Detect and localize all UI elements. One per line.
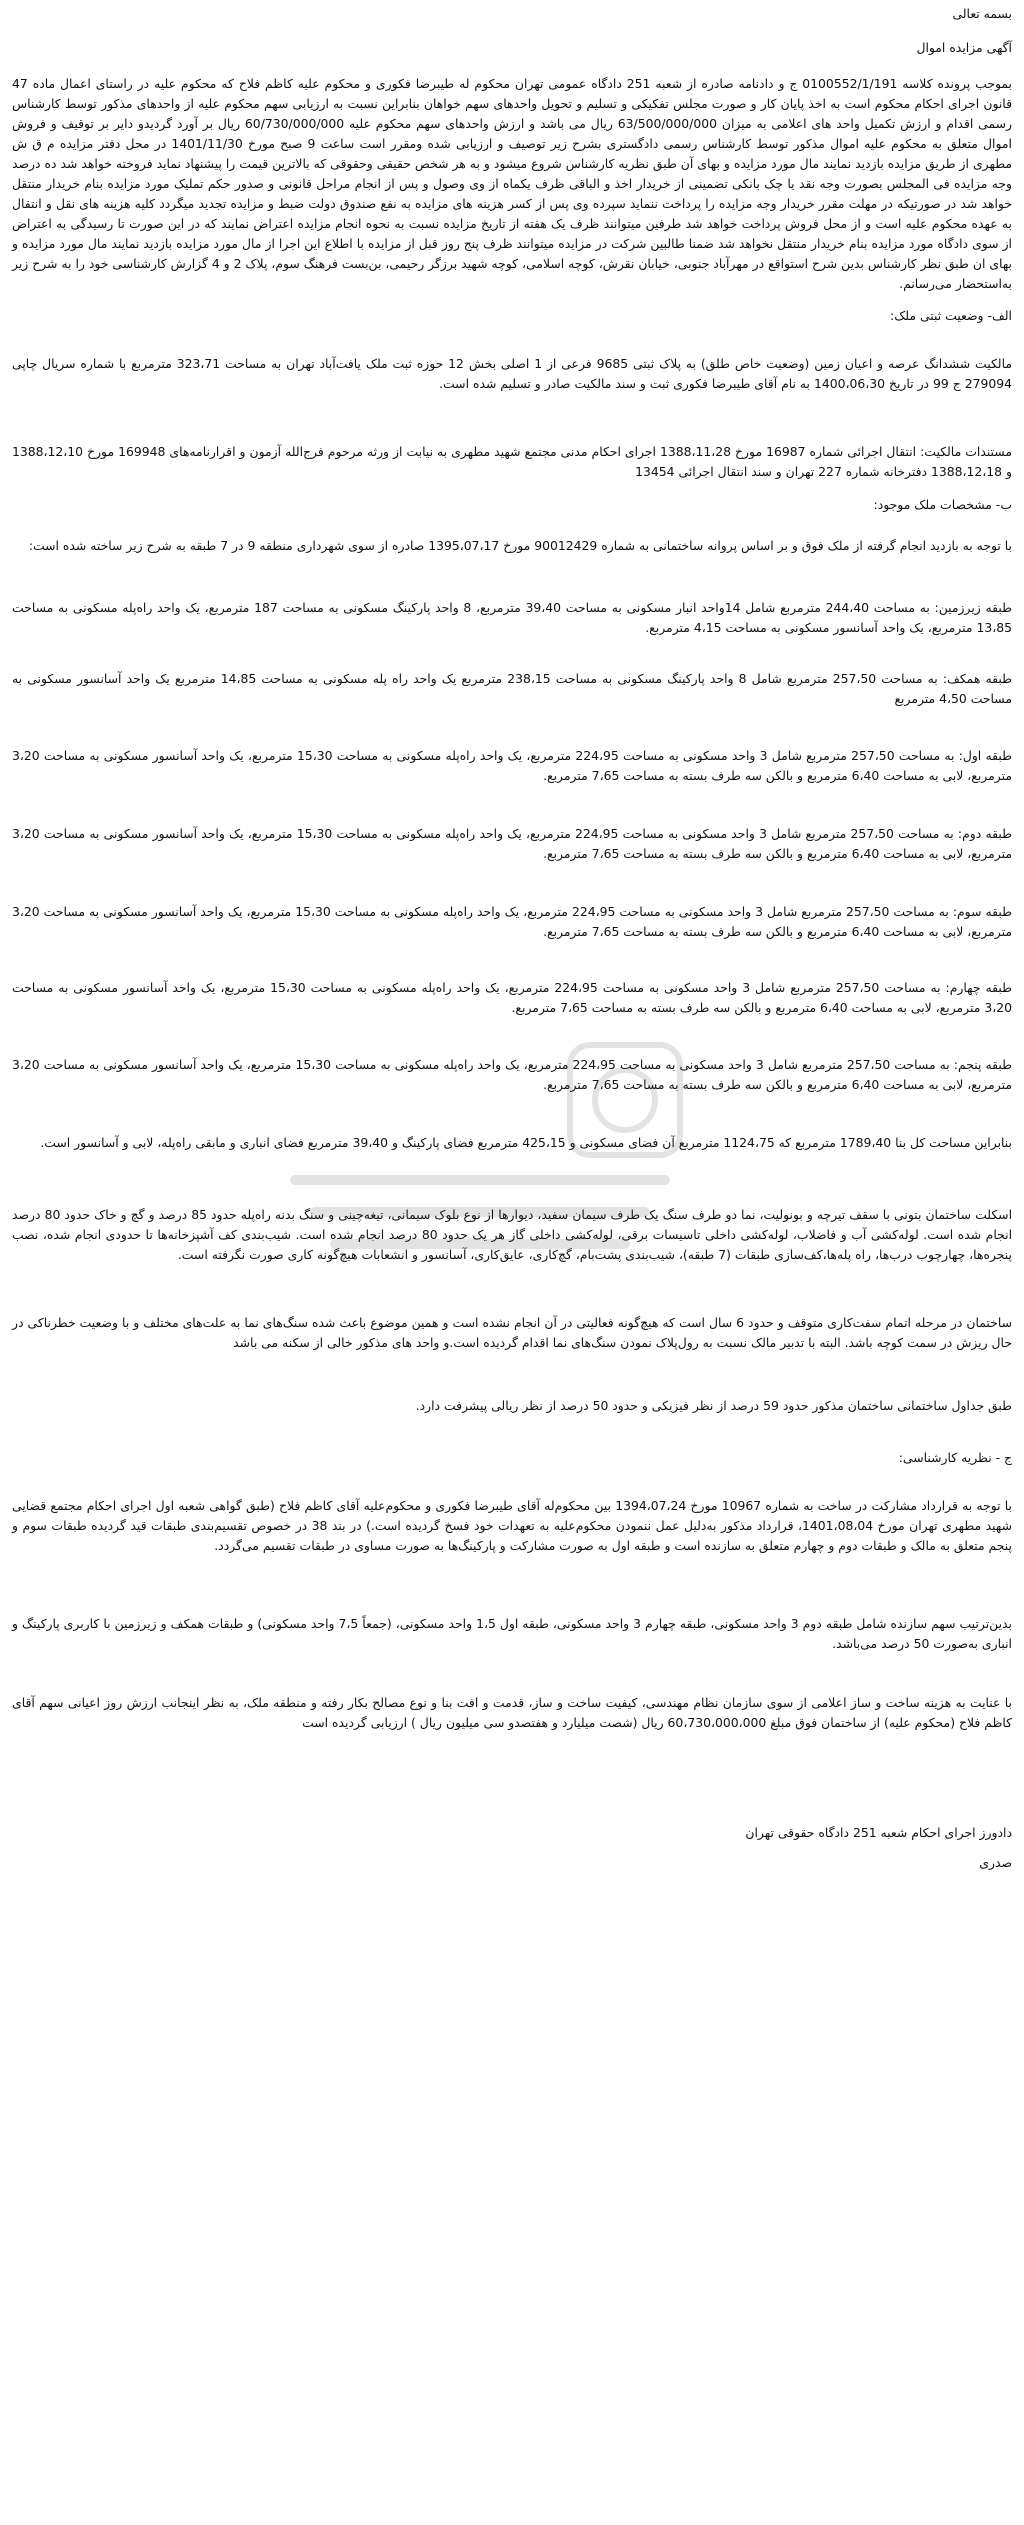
notice-title: آگهی مزایده اموال: [916, 40, 1012, 55]
intro-paragraph: بموجب پرونده کلاسه 0100552/1/191 ج و دادنامه صادره از شعبه 251 دادگاه عمومی تهران محکوم له طیبرضا فکوری و محکوم علیه کاظم فلاح که محکوم علیه در راستای اعمال ماده 47 قانون اجرای احکام محکوم است به اخذ پایان کار و صورت مجلس تفکیکی و تسلیم و تحویل واحدهای سهم خواهان بنابراین نسبت به ارزیابی سهم محکوم علیه از واحدهای مذکور توسط کارشناس رسمی اقدام و ارزش تکمیل واحد های اعلامی به میزان 63/500/000/000 ریال می باشد و ارزش واحدهای سهم محکوم علیه 60/730/000/000 ریال بر آورد گردیدو دایر بر توقیف و فروش اموال متعلق به محکوم علیه اموال مذکور توسط کارشناس رسمی دادگستری بشرح زیر توصیف و ارزیابی شده ومقرر است ساعت 9 صبح مورخ 1401/11/30 در محل دفتر مزایده م ق ش مطهری از طریق مزایده بازدید نمایند مال مورد مزایده و بهای آن طبق نظریه کارشناس شروع میشود و به هر شخص حقیقی وحقوقی که بالاترین قیمت را پیشنهاد نماید فروخته خواهد شد ده درصد وجه مزایده فی المجلس بصورت وجه نقد یا چک بانکی تضمینی از خریدار اخذ و الباقی ظرف یکماه از وی وصول و پس از انجام مراحل قانونی و صدور حکم تملیک مورد مزایده بنام خریدار منتقل خواهد شد در صورتیکه در مهلت مقرر خریدار وجه مزایده را پرداخت ننماید سپرده وی پس از کسر هزینه های مزایده به نفع صندوق دولت ضبط و مزایده تجدید میگردد کلیه هزینه های نقل و انتقال به عهده محکوم علیه است و از محل فروش پرداخت خواهد شد طرفین میتوانند ظرف یک هفته از تاریخ مزایده نسبت به نحوه انجام مزایده اعتراض نمایند که در این صورت تا رسیدگی به اعتراض از سوی دادگاه مورد مزایده بنام خریدار منتقل نخواهد شد ضمنا طالبین شرکت در مزایده میتوانند ظرف پنج روز قبل از مزایده با اطلاع این اجرا از مال مورد مزایده بازدید نمایند مال مورد مزایده و بهای ان طبق نظر کارشناس بدین شرح استواقع در مهرآباد جنوبی، خیابان نقرش، کوچه اسلامی، کوچه شهید برزگر رحیمی، بن‌بست فرهنگ سوم، پلاک 2 و 4 گزارش کارشناسی خود را به شرح زیر به‌استحضار می‌رسانم.: [12, 76, 1013, 291]
builder-share-paragraph: بدین‌ترتیب سهم سازنده شامل طبقه دوم 3 واحد مسکونی، طبقه چهارم 3 واحد مسکونی، طبقه اول 1،5 واحد مسکونی، (جمعاً 7،5 واحد مسکونی) و طبقات همکف و زیرزمین با کاربری پارکینگ و انباری به‌صورت 50 درصد می‌باشد.: [12, 1616, 1012, 1651]
invocation-text: بسمه تعالی: [952, 6, 1012, 21]
section-c-heading: ج - نظریه کارشناسی:: [898, 1450, 1012, 1465]
signatory-line: دادورز اجرای احکام شعبه 251 دادگاه حقوقی تهران: [745, 1825, 1012, 1840]
section-b-heading: ب- مشخصات ملک موجود:: [873, 497, 1012, 512]
building-permit-paragraph: با توجه به بازدید انجام گرفته از ملک فوق و بر اساس پروانه ساختمانی به شماره 90012429 مورخ 1395،07،17 صادره از سوی شهرداری منطقه 9 در 7 طبقه به شرح زیر ساخته شده است:: [28, 538, 1012, 553]
valuation-paragraph: با عنایت به هزینه ساخت و ساز اعلامی از سوی سازمان نظام مهندسی، کیفیت ساخت و ساز، قدمت و افت بنا و نوع مصالح بکار رفته و منطقه ملک، به نظر اینجانب ارزش روز اعیانی سهم آقای کاظم فلاح (محکوم علیه) از ساختمان فوق مبلغ 60،730،000،000 ریال (شصت میلیارد و هفتصدو سی میلیون ریال ) ارزیابی گردیده است: [12, 1695, 1012, 1730]
floor-ground: طبقه همکف: به مساحت 257،50 مترمربع شامل 8 واحد پارکینگ مسکونی به مساحت 238،15 مترمربع یک واحد راه پله مسکونی به مساحت 14،85 مترمربع یک واحد آسانسور مسکونی به مساحت 4،50 مترمربع: [12, 671, 1012, 706]
ownership-paragraph: مالکیت ششدانگ عرصه و اعیان زمین (وضعیت خاص طلق) به پلاک ثبتی 9685 فرعی از 1 اصلی بخش 12 حوزه ثبت ملک یافت‌آباد تهران به مساحت 323،71 مترمربع با شماره سریال چاپی 279094 ج 99 در تاریخ 1400،06،30 به نام آقای طیبرضا فکوری ثبت و سند مالکیت صادر و تسلیم شده است.: [12, 356, 1012, 391]
total-area-paragraph: بنابراین مساحت کل بنا 1789،40 مترمربع که 1124،75 مترمربع آن فضای مسکونی و 425،15 مترمربع فضای پارکینگ و 39،40 مترمربع فضای انباری و مابقی راه‌پله، لابی و آسانسور است.: [40, 1135, 1012, 1150]
construction-progress-paragraph: طبق جداول ساختمانی ساختمان مذکور حدود 59 درصد از نظر فیزیکی و حدود 50 درصد از نظر ریالی پیشرفت دارد.: [415, 1398, 1012, 1413]
floor-third: طبقه سوم: به مساحت 257،50 مترمربع شامل 3 واحد مسکونی به مساحت 224،95 مترمربع، یک واحد راه‌پله مسکونی به مساحت 15،30 مترمربع، یک واحد آسانسور مسکونی به مساحت 3،20 مترمربع، لابی به مساحت 6،40 مترمربع و بالکن سه طرف بسته به مساحت 7،65 مترمربع.: [12, 904, 1012, 939]
floor-fifth: طبقه پنجم: به مساحت 257،50 مترمربع شامل 3 واحد مسکونی به مساحت 224،95 مترمربع، یک واحد راه‌پله مسکونی به مساحت 15،30 مترمربع، یک واحد آسانسور مسکونی به مساحت 3،20 مترمربع، لابی به مساحت 6،40 مترمربع و بالکن سه طرف بسته به مساحت 7،65 مترمربع.: [12, 1057, 1012, 1092]
construction-status-paragraph: ساختمان در مرحله اتمام سفت‌کاری متوقف و حدود 6 سال است که هیچ‌گونه فعالیتی در آن انجام نشده است و همین موضوع باعث شده سنگ‌های نما به علت‌های مختلف و با وضعیت خطرناکی در حال ریزش در سمت کوچه باشد. البته با تدبیر مالک نسبت به رول‌پلاک نمودن سنگ‌های نما اقدام گردیده است.و واحد های مذکور خالی از سکنه می باشد: [12, 1315, 1012, 1350]
watermark-stroke-a: [290, 1175, 670, 1185]
floor-basement: طبقه زیرزمین: به مساحت 244،40 مترمربع شامل 14واحد انبار مسکونی به مساحت 39،40 مترمربع، 8 واحد پارکینگ مسکونی به مساحت 187 مترمربع، یک واحد راه‌پله مسکونی به مساحت 13،85 مترمربع، یک واحد آسانسور مسکونی به مساحت 4،15 مترمربع.: [12, 600, 1012, 635]
ownership-documents-paragraph: مستندات مالکیت: انتقال اجرائی شماره 16987 مورخ 1388،11،28 اجرای احکام مدنی مجتمع شهید مطهری به نیابت از ورثه مرحوم فرج‌الله آزمون و اقرارنامه‌های 169948 مورخ 1388،12،10 و 1388،12،18 دفترخانه شماره 227 تهران و سند انتقال اجرائی 13454: [12, 444, 1012, 479]
issued-by-line: صدری: [979, 1855, 1012, 1870]
partnership-contract-paragraph: با توجه به قرارداد مشارکت در ساخت به شماره 10967 مورخ 1394،07،24 بین محکوم‌له آقای طیبرضا فکوری و محکوم‌علیه آقای کاظم فلاح (طبق گواهی شعبه اول اجرای احکام مجتمع قضایی شهید مطهری تهران مورخ 1401،08،04، قرارداد مذکور به‌دلیل عمل ننمودن محکوم‌علیه به تعهدات خود فسخ گردیده است.) در بند 38 در خصوص تقسیم‌بندی طبقات قید گردیده طبقات سوم و پنجم متعلق به مالک و طبقات دوم و چهارم متعلق به سازنده است و طبقه اول به صورت مشارکت و پارکینگ‌ها به صورت مساوی در طبقات تقسیم می‌گردد.: [12, 1498, 1013, 1553]
floor-second: طبقه دوم: به مساحت 257،50 مترمربع شامل 3 واحد مسکونی به مساحت 224،95 مترمربع، یک واحد راه‌پله مسکونی به مساحت 15،30 مترمربع، یک واحد آسانسور مسکونی به مساحت 3،20 مترمربع، لابی به مساحت 6،40 مترمربع و بالکن سه طرف بسته به مساحت 7،65 مترمربع.: [12, 826, 1012, 861]
floor-first: طبقه اول: به مساحت 257،50 مترمربع شامل 3 واحد مسکونی به مساحت 224،95 مترمربع، یک واحد راه‌پله مسکونی به مساحت 15،30 مترمربع، یک واحد آسانسور مسکونی به مساحت 3،20 مترمربع، لابی به مساحت 6،40 مترمربع و بالکن سه طرف بسته به مساحت 7،65 مترمربع.: [12, 748, 1012, 783]
section-a-heading: الف- وضعیت ثبتی ملک:: [890, 308, 1012, 323]
structure-paragraph: اسکلت ساختمان بتونی با سقف تیرچه و بونولیت، نما دو طرف سنگ یک طرف سیمان سفید، دیوارها از نوع بلوک سیمانی، تیغه‌چینی و سنگ بدنه راه‌پله حدود 85 درصد و گچ و خاک حدود 80 درصد انجام شده است. لوله‌کشی آب و فاضلاب، لوله‌کشی داخلی تاسیسات برقی، لوله‌کشی داخلی گاز هر یک حدود 80 درصد انجام شده است. شیب‌بندی کف آشپزخانه‌ها تا حدودی انجام شده، نصب پنجره‌ها، چهارچوب درب‌ها، راه پله‌ها،کف‌سازی طبقات (7 طبقه)، شیب‌بندی پشت‌بام، گچ‌کاری، عایق‌کاری، آسانسور و انشعابات هیچ‌گونه کاری صورت نگرفته است.: [12, 1207, 1013, 1262]
floor-fourth: طبقه چهارم: به مساحت 257،50 مترمربع شامل 3 واحد مسکونی به مساحت 224،95 مترمربع، یک واحد راه‌پله مسکونی به مساحت 15،30 مترمربع، یک واحد آسانسور مسکونی به مساحت 3،20 مترمربع، لابی به مساحت 6،40 مترمربع و بالکن سه طرف بسته به مساحت 7،65 مترمربع.: [12, 980, 1012, 1015]
